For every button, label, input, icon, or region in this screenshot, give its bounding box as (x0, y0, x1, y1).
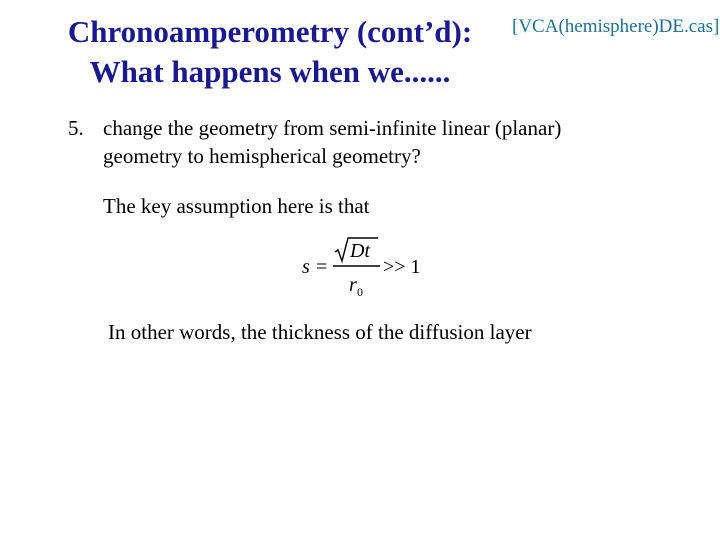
formula (296, 232, 436, 302)
slide-title (40, 12, 500, 92)
formula-denominator: r (349, 274, 357, 296)
file-reference: [VCA(hemisphere)DE.cas] (512, 16, 720, 37)
list-item-number: 5. (68, 116, 84, 140)
formula-equals: = (316, 256, 328, 278)
list-item-line-1: change the geometry from semi-infinite linear (planar) (103, 116, 562, 140)
list-item-line-2: geometry to hemispherical geometry? (103, 144, 421, 168)
assumption-text: The key assumption here is that (103, 194, 370, 218)
list-item-text (103, 114, 683, 170)
other-words-text: In other words, the thickness of the diffusion layer (108, 320, 532, 344)
title-line-1: Chronoamperometry (cont’d): (67, 14, 473, 49)
formula-relation: >> 1 (383, 256, 421, 278)
formula-numerator: Dt (350, 240, 370, 262)
formula-denominator-subscript: 0 (357, 285, 363, 299)
title-line-2: What happens when we...... (89, 54, 451, 89)
formula-lhs: s (302, 256, 310, 278)
